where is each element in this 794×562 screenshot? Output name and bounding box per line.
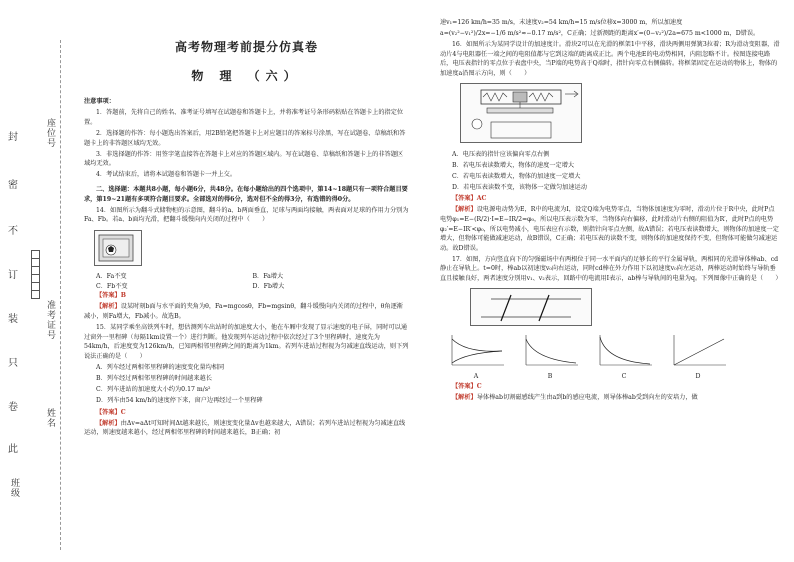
option-a: A．列车经过两相邻里程碑的速度变化量均相同: [96, 364, 225, 372]
seal-char: 装: [8, 314, 18, 325]
question-16-explanation: [440, 205, 780, 253]
seal-char: 订: [8, 270, 18, 281]
graph-c: [594, 333, 654, 382]
graph-d: [668, 333, 728, 382]
question-14-explanation: [84, 302, 409, 321]
question-15-stem: 15．某同学乘坐高铁列车时，想估测列车出站时的加速度大小，他在车厢中发现了显示速度的电子屏，同时可以通过窗外一里程碑（每隔1km设置一个）进行判断。他发现列车运动过程中依次经过了3个里程碑时，速度先为54km/h，后速度变为126km/h，已知两相邻里程碑之间的距离为1km。若列车进站过程视为匀减速直线运动，则下列说法正确的是（ ）: [84, 324, 409, 360]
option-d: D．列车由54 km/h的速度停下来，窗户边再经过一个里程碑: [96, 397, 263, 405]
explanation-label: 【解析】: [96, 303, 121, 311]
graph-label: D: [695, 373, 701, 381]
right-column: [440, 18, 780, 404]
continued-text: 速v₁=126 km/h=35 m/s，末速度v₂=54 km/h=15 m/s位移x=3000 m，所以加速度: [440, 19, 683, 26]
question-17-explanation: [440, 393, 780, 403]
velocity-graph-b: [520, 333, 580, 369]
option-a: A．Fa不变: [96, 273, 127, 281]
class-label: 班级: [9, 478, 19, 498]
graph-label: A: [473, 373, 479, 381]
question-16-stem: 16．如图所示为某同学设计的加速度计。滑块2可以在光滑的框架1中平移，滑块两侧用弹簧3拉着；R为滑动变阻器，滑动片4与电阻器任一端之间的电阻值都与它到这端的距离成正比。两个电池E的电动势相同，内阻忽略不计。按图连接电路后，电压表指针的零点位于表盘中央，当P端的电势高于Q端时，指针向零点右侧偏转。将框架固定在运动的物体上，物体的加速度a沿图示方向，则（ ）: [440, 41, 780, 78]
question-15-answer: 【答案】C: [96, 408, 126, 416]
question-14-answer: 【答案】B: [96, 292, 126, 300]
note-item: 4．考试结束后，请将本试题卷和答题卡一并上交。: [96, 171, 237, 179]
seal-char: 此: [8, 444, 18, 455]
question-17-graphs: [440, 333, 780, 382]
option-c: C．列车进站的加速度大小约为0.17 m/s²: [96, 386, 211, 394]
option-c: C．若电压表读数增大，物体的加速度一定增大: [452, 172, 581, 180]
graph-a: [446, 333, 506, 382]
storage-cabinet-figure: [94, 230, 142, 266]
question-14-stem: 14．如图所示为翻斗式储物柜的示意图，翻斗的a、b两面垂直，足球与两面均接触，两表面对足球的作用力分别为Fa、Fb。若a、b面均光滑，把翻斗缓慢向内关闭的过程中（ ）: [84, 206, 409, 224]
note-item: 3．非选择题的作答：用签字笔直接答在答题卡上对应的答题区域内。写在试题卷、草稿纸和答题卡上的非答题区域均无效。: [84, 150, 404, 168]
explanation-label: 【解析】: [96, 419, 121, 427]
seal-char: 卷: [8, 402, 18, 413]
option-b: B．Fa增大: [252, 273, 284, 281]
question-16-answer: 【答案】AC: [452, 195, 487, 203]
left-column: [84, 0, 409, 439]
accelerometer-figure: [460, 83, 582, 143]
rails-figure: [470, 288, 592, 326]
current-graph-c: [594, 333, 654, 369]
option-b: B．若电压表读数增大，物体的速度一定增大: [452, 161, 575, 169]
seal-char: 密: [8, 180, 18, 191]
notes-heading: 注意事项：: [84, 98, 115, 106]
graph-label: C: [621, 373, 627, 381]
explanation-text: 设电源电动势为E，R中的电流为I，设定Q端为电势零点，当物体加速度为零时，滑动片位于R中央，此时P点电势φ₁=E−(R/2)·I=E−IR/2=φ₀，所以电压表示数为零，当物体向右偏移，此时滑动片右侧的阻值为R′，此时P点的电势φ₂′=E−IR′<φ₀，所以电势减小，电压表应有示数，则指针向零点左侧，故A错误；若电压表读数增大，则物体的加速度一定增大，但物体可能做减速运动，故B错误，C正确；若电压表的读数不变，则物体的加速度保持不变，但物体可能做匀减速运动。故D错误。: [440, 206, 779, 252]
question-17-answer: 【答案】C: [452, 383, 482, 391]
seal-line: [60, 40, 61, 550]
option-a: A．电压表的指针应该偏向零点右侧: [452, 150, 550, 158]
option-d: D．Fb增大: [252, 282, 285, 290]
graph-label: B: [547, 373, 553, 381]
explanation-text: 设某时刻b面与水平面的夹角为θ，Fa=mgcosθ，Fb=mgsinθ，翻斗缓慢向内关闭的过程中，θ角逐渐减小，则Fa增大，Fb减小。故选B。: [84, 303, 403, 321]
seal-char: 不: [8, 226, 18, 237]
seat-number-label: 座位号: [45, 118, 55, 148]
charge-graph-d: [668, 333, 728, 369]
note-item: 1．答题前，先将自己的姓名、准考证号填写在试题卷和答题卡上，并将准考证号条形码粘贴在答题卡上的指定位置。: [84, 109, 404, 126]
section-heading: 二、选择题：本题共8小题，每小题6分，共48分。在每小题给出的四个选项中，第14~18题只有一项符合题目要求，第19~21题有多项符合题目要求。全部选对的得6分，选对但不全的得3分，有选错的得0分。: [84, 186, 408, 203]
paper-title: 高考物理考前提分仿真卷: [174, 40, 318, 54]
explanation-text: 导体棒ab切割磁感线产生由a到b的感应电流，则导体棒ab受到向左的安培力，做: [476, 394, 698, 402]
note-item: 2．选择题的作答：每小题选出答案后，用2B铅笔把答题卡上对应题目的答案标号涂黑，写在试题卷、草稿纸和答题卡上的非答题区域均无效。: [84, 130, 406, 147]
seal-char: 封: [8, 132, 18, 143]
explanation-label: 【解析】: [452, 206, 477, 214]
option-d: D．若电压表读数不变，该物体一定做匀加速运动: [452, 184, 587, 192]
formula-line: a=(v₂²−v₁²)/2x=−1/6 m/s²≈−0.17 m/s²，C正确；过新测距的距离x′=(0−v₂²)/2a=675 m<1000 m，D错误。: [440, 30, 760, 38]
binding-strip: [0, 0, 72, 562]
option-c: C．Fb不变: [96, 282, 128, 290]
name-label: 姓名: [45, 408, 55, 428]
explanation-label: 【解析】: [452, 394, 477, 402]
exam-number-box: [31, 290, 40, 299]
option-b: B．列车经过两相邻里程碑的时间越来越长: [96, 375, 212, 383]
question-14-options: [84, 272, 409, 291]
seal-char: 只: [8, 358, 18, 369]
question-17-stem: 17．如图，方向竖直向下的匀强磁场中有两根位于同一水平面内的足够长的平行金属导轨，两相同的光滑导体棒ab、cd静止在导轨上。t=0时，棒ab以初速度v₀向右运动，同时cd棒在外力作用下以初速度v₀向左运动，两棒运动时始终与导轨垂直且接触良好，两者速度分别用v₁、v₂表示，回路中的电流用I表示，ab棒与导轨间的电量为q。下列图像中正确的是（ ）: [440, 255, 782, 283]
question-15-explanation: [84, 419, 409, 438]
graph-b: [520, 333, 580, 382]
exam-number-label: 准考证号: [45, 300, 55, 340]
paper-subtitle: 物 理 （六）: [191, 68, 302, 83]
velocity-graph-a: [446, 333, 506, 369]
explanation-text: 由Δv=aΔt可知时间Δt越来越长，则速度变化量Δv也越来越大，A错误；若列车进站过程视为匀减速直线运动，则速度越来越小，经过两相邻里程碑的时间越来越长，B正确；初: [84, 419, 406, 437]
